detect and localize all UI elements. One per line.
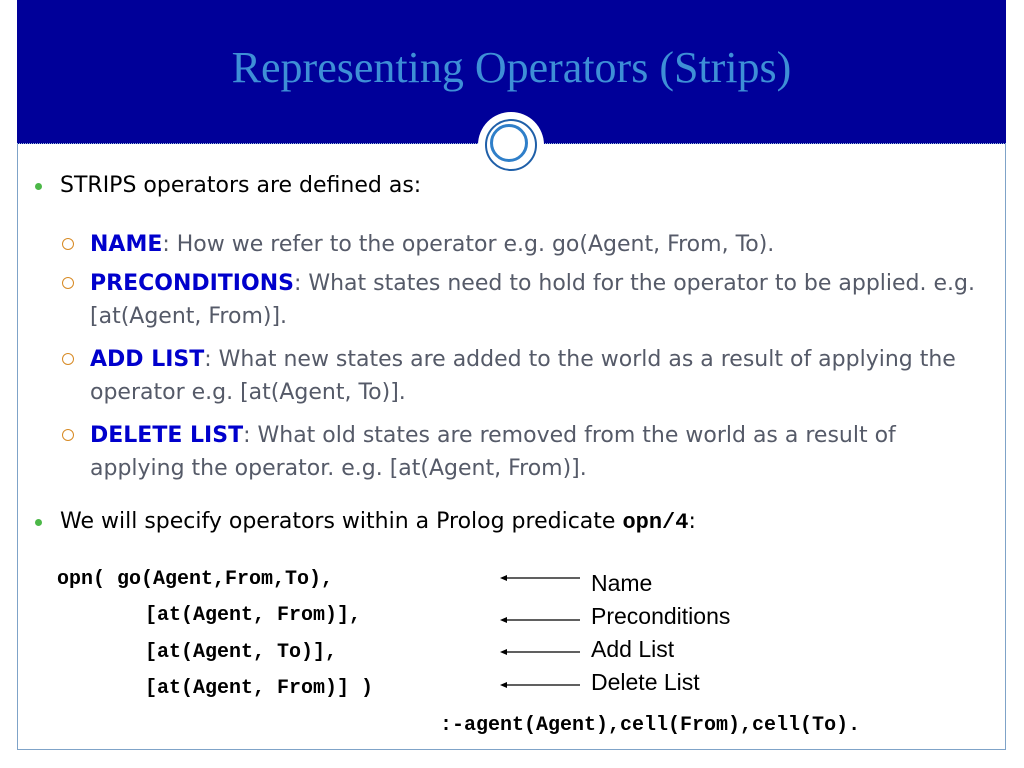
bullet-dot-icon: [35, 183, 42, 190]
inline-code: opn/4: [622, 510, 689, 535]
slide-title: Representing Operators (Strips): [231, 43, 792, 92]
definition-description: : What new states are added to the world as a result of applying the operator e.g. [at(Agent, To)].: [90, 347, 956, 405]
circle-bullet-icon: [62, 353, 74, 365]
definition-term: DELETE LIST: [90, 423, 244, 448]
title-band-top: [17, 0, 1006, 17]
bullet-text-after: :: [688, 509, 696, 534]
bullet-dot-icon: [35, 519, 42, 526]
annotation-label: Add List: [591, 636, 675, 662]
definition-description: : How we refer to the operator e.g. go(Agent, From, To).: [162, 232, 775, 257]
left-arrow-icon: [500, 573, 580, 583]
bullet-text: STRIPS operators are defined as:: [60, 173, 422, 198]
left-arrow-icon: [500, 680, 580, 690]
code-line-tail: :-agent(Agent),cell(From),cell(To).: [440, 714, 861, 737]
circle-bullet-icon: [62, 429, 74, 441]
code-line: [at(Agent, To)],: [85, 641, 338, 664]
annotation-label: Preconditions: [591, 603, 731, 629]
annotation-label: Delete List: [591, 669, 700, 695]
code-line: [at(Agent, From)] ): [85, 677, 374, 700]
left-arrow-icon: [500, 615, 580, 625]
definition-term: NAME: [90, 232, 163, 257]
circle-bullet-icon: [62, 277, 74, 289]
bullet-text-before: We will specify operators within a Prolog predicate: [60, 509, 623, 534]
code-line: [at(Agent, From)],: [85, 604, 362, 627]
definition-term: ADD LIST: [90, 347, 205, 372]
definition-description: : What old states are removed from the world as a result of applying the operator. e.g. [at(Agent, From)].: [90, 423, 896, 481]
circle-bullet-icon: [62, 238, 74, 250]
annotation-label: Name: [591, 570, 653, 596]
code-line: opn( go(Agent,From,To),: [57, 568, 334, 591]
left-arrow-icon: [500, 647, 580, 657]
definition-term: PRECONDITIONS: [90, 271, 294, 296]
circle-ornament-icon: [478, 112, 544, 178]
definition-description: : What states need to hold for the operator to be applied. e.g. [at(Agent, From)].: [90, 271, 975, 329]
bullet-text: [60, 509, 696, 535]
